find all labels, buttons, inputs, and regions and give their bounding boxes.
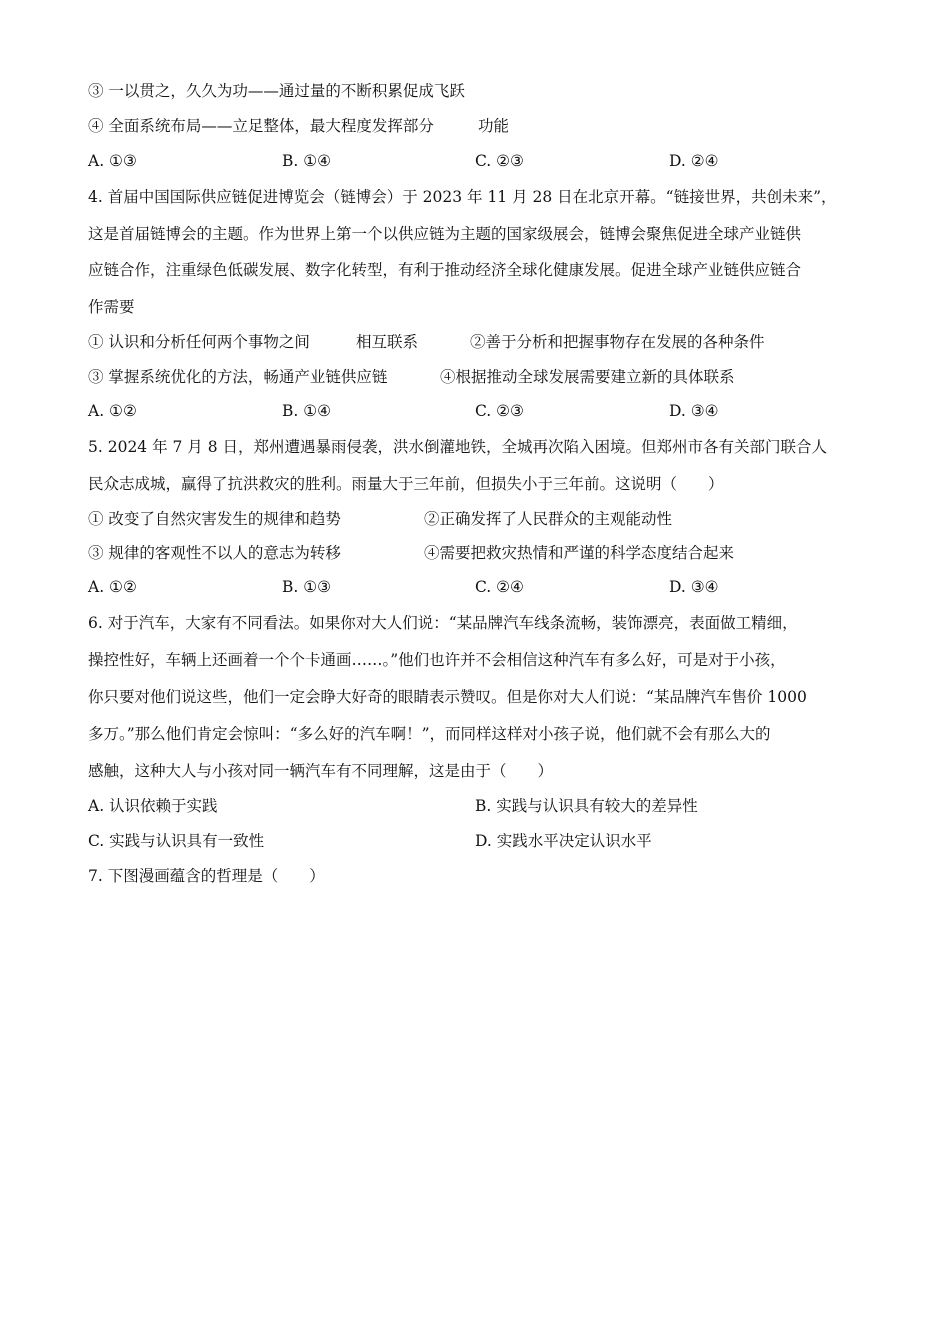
q6-option-c[interactable]: C. 实践与认识具有一致性 <box>88 832 265 850</box>
q3-option-a[interactable]: A. ①③ <box>88 152 137 170</box>
q3-option-c[interactable]: C. ②③ <box>475 152 524 170</box>
q6-stem-line-4: 多万。”那么他们肯定会惊叫：“多么好的汽车啊！”，而同样这样对小孩子说，他们就不会有那么大的 <box>88 725 771 743</box>
q3-item-3: ③ 一以贯之，久久为功——通过量的不断积累促成飞跃 <box>88 82 465 100</box>
q4-stem-line-3: 应链合作，注重绿色低碳发展、数字化转型，有利于推动经济全球化健康发展。促进全球产业链供应链合 <box>88 261 802 279</box>
q4-item-1 <box>88 331 418 353</box>
q5-option-d[interactable]: D. ③④ <box>669 578 719 596</box>
q5-item-1: ① 改变了自然灾害发生的规律和趋势 <box>88 510 341 528</box>
q5-item-2: ②正确发挥了人民群众的主观能动性 <box>424 510 673 528</box>
q4-option-b[interactable]: B. ①④ <box>282 402 332 420</box>
q6-option-b[interactable]: B. 实践与认识具有较大的差异性 <box>475 797 698 815</box>
q5-option-a[interactable]: A. ①② <box>88 578 137 596</box>
q4-item-3: ③ 掌握系统优化的方法，畅通产业链供应链 <box>88 368 388 386</box>
q5-stem-line-2: 民众志成城，赢得了抗洪救灾的胜利。雨量大于三年前，但损失小于三年前。这说明（ ） <box>88 475 724 493</box>
q6-stem-line-3: 你只要对他们说这些，他们一定会睁大好奇的眼睛表示赞叹。但是你对大人们说：“某品牌汽车售价 1000 <box>88 688 807 706</box>
q6-option-d[interactable]: D. 实践水平决定认识水平 <box>475 832 652 850</box>
q3-item-4-text: ④ 全面系统布局——立足整体，最大程度发挥部分 <box>88 117 434 135</box>
q5-item-3: ③ 规律的客观性不以人的意志为转移 <box>88 544 341 562</box>
q4-item-1-text: ① 认识和分析任何两个事物之间 <box>88 333 310 351</box>
q5-option-b[interactable]: B. ①③ <box>282 578 332 596</box>
q5-stem-line-1: 5. 2024 年 7 月 8 日，郑州遭遇暴雨侵袭，洪水倒灌地铁，全城再次陷入困境。但郑州市各有关部门联合人 <box>88 438 828 456</box>
q6-stem-line-1: 6. 对于汽车，大家有不同看法。如果你对大人们说：“某品牌汽车线条流畅，装饰漂亮，表面做工精细， <box>88 614 798 632</box>
q5-option-c[interactable]: C. ②④ <box>475 578 524 596</box>
q4-option-a[interactable]: A. ①② <box>88 402 137 420</box>
q4-option-c[interactable]: C. ②③ <box>475 402 524 420</box>
q4-stem-line-2: 这是首届链博会的主题。作为世界上第一个以供应链为主题的国家级展会，链博会聚焦促进全球产业链供 <box>88 225 802 243</box>
q3-item-4-tail: 功能 <box>477 117 509 135</box>
q4-stem-line-1: 4. 首届中国国际供应链促进博览会（链博会）于 2023 年 11 月 28 日在北京开幕。“链接世界，共创未来”， <box>88 188 837 206</box>
q3-option-b[interactable]: B. ①④ <box>282 152 332 170</box>
q3-option-d[interactable]: D. ②④ <box>669 152 719 170</box>
q6-stem-line-5: 感触，这种大人与小孩对同一辆汽车有不同理解，这是由于（ ） <box>88 762 554 780</box>
q3-item-4 <box>88 115 509 137</box>
q6-stem-line-2: 操控性好，车辆上还画着一个个卡通画……。”他们也许并不会相信这种汽车有多么好，可是对于小孩， <box>88 651 786 669</box>
q4-option-d[interactable]: D. ③④ <box>669 402 719 420</box>
q4-item-2: ②善于分析和把握事物存在发展的各种条件 <box>470 333 765 351</box>
q7-stem: 7. 下图漫画蕴含的哲理是（ ） <box>88 867 325 885</box>
q5-item-4: ④需要把救灾热情和严谨的科学态度结合起来 <box>424 544 735 562</box>
q4-item-4: ④根据推动全球发展需要建立新的具体联系 <box>440 368 735 386</box>
q4-item-1-tail: 相互联系 <box>355 333 418 351</box>
q4-stem-line-4: 作需要 <box>88 298 135 316</box>
q6-option-a[interactable]: A. 认识依赖于实践 <box>88 797 218 815</box>
